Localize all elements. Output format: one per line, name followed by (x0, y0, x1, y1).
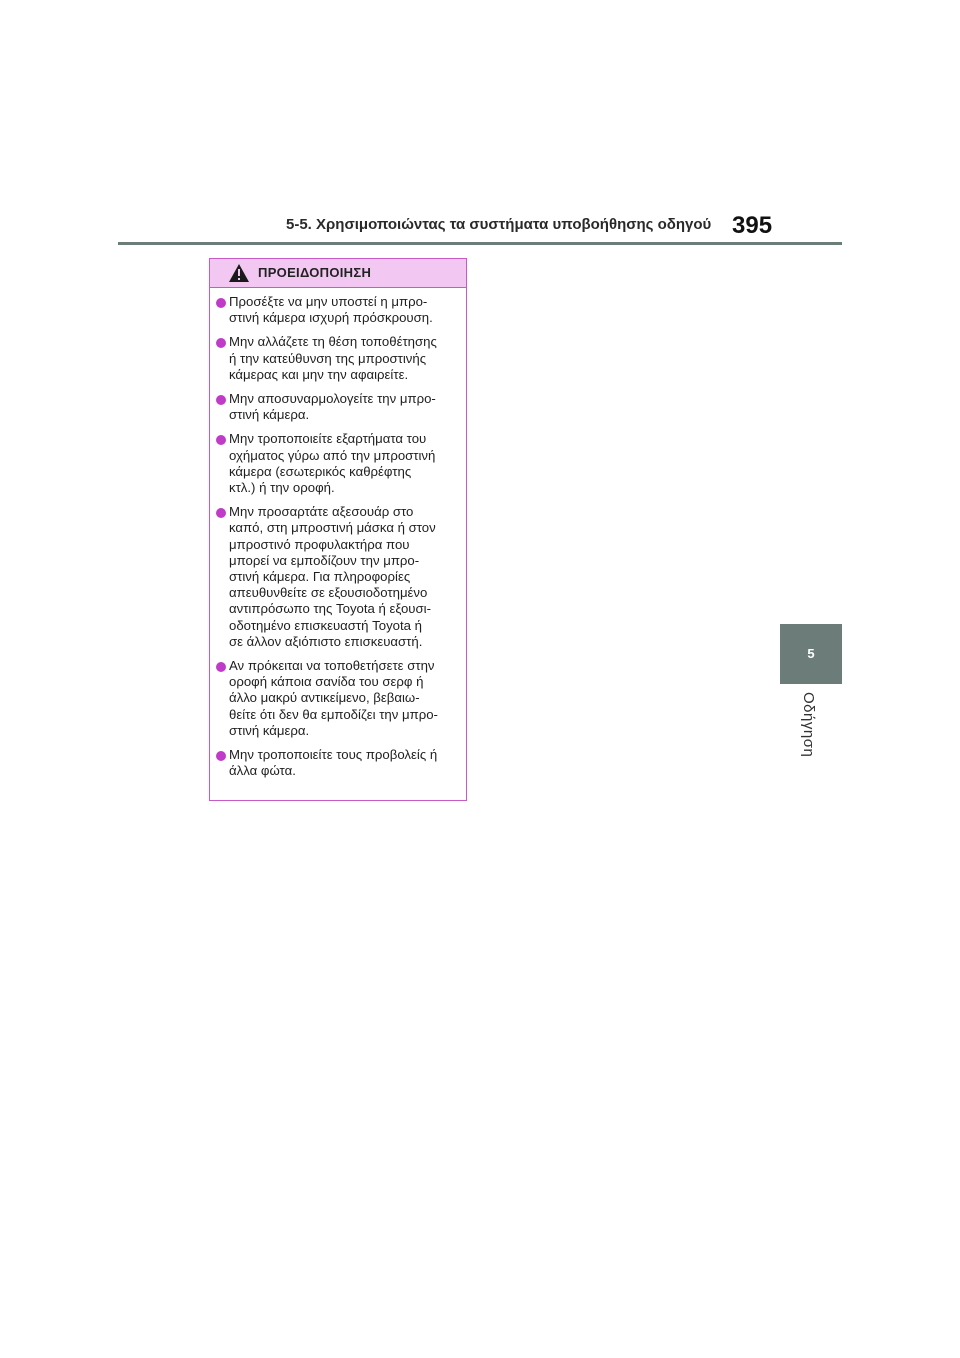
warning-item-line: κτλ.) ή την οροφή. (229, 480, 335, 496)
warning-item-line: Μην τροποποιείτε εξαρτήματα του (229, 431, 427, 447)
bullet-icon (216, 662, 226, 672)
warning-item-text (229, 747, 460, 779)
bullet-icon (216, 751, 226, 761)
warning-triangle-icon (228, 263, 250, 283)
warning-item (210, 747, 466, 779)
warning-item-line: στινή κάμερα. (229, 722, 310, 738)
chapter-number: 5 (807, 646, 815, 661)
warning-item-line: άλλο μακρύ αντικείμενο, βεβαιω- (229, 690, 420, 706)
warning-item-line: οχήματος γύρω από την μπροστινή (229, 447, 436, 463)
warning-item-line: οδοτημένο επισκευαστή Toyota ή (229, 617, 422, 633)
warning-item-text (229, 334, 460, 383)
warning-title: ΠΡΟΕΙΔΟΠΟΙΗΣΗ (258, 265, 372, 280)
warning-item-line: οροφή κάποια σανίδα του σερφ ή (229, 674, 424, 690)
warning-item (210, 294, 466, 326)
warning-item-text (229, 391, 460, 423)
bullet-icon (216, 298, 226, 308)
section-title: 5-5. Χρησιμοποιώντας τα συστήματα υποβοήθησης οδηγού (286, 216, 712, 233)
warning-item-line: ή την κατεύθυνση της μπροστινής (229, 350, 427, 366)
header-rule (118, 242, 842, 245)
warning-item-line: Μην τροποποιείτε τους προβολείς ή (229, 747, 438, 763)
chapter-label: Οδήγηση (800, 692, 817, 758)
warning-item-line: καπό, στη μπροστινή μάσκα ή στον (229, 520, 436, 536)
warning-item-text (229, 431, 460, 496)
warning-item-line: στινή κάμερα ισχυρή πρόσκρουση. (229, 310, 433, 326)
warning-item-line: κάμερα (εσωτερικός καθρέφτης (229, 463, 412, 479)
warning-item-line: αντιπρόσωπο της Toyota ή εξουσι- (229, 601, 431, 617)
page-number: 395 (732, 212, 773, 239)
warning-item-line: θείτε ότι δεν θα εμποδίζει την μπρο- (229, 706, 438, 722)
warning-item-line: Αν πρόκειται να τοποθετήσετε στην (229, 658, 435, 674)
warning-item-line: Προσέξτε να μην υποστεί η μπρο- (229, 294, 428, 309)
bullet-icon (216, 395, 226, 405)
warning-item-line: απευθυνθείτε σε εξουσιοδοτημένο (229, 585, 428, 601)
warning-item (210, 431, 466, 496)
chapter-tab[interactable] (780, 624, 842, 684)
warning-item (210, 658, 466, 739)
warning-item-line: σε άλλον αξιόπιστο επισκευαστή. (229, 633, 423, 649)
warning-item-line: Μην προσαρτάτε αξεσουάρ στο (229, 504, 414, 520)
bullet-icon (216, 508, 226, 518)
warning-item-line: άλλα φώτα. (229, 763, 296, 779)
warning-item-text (229, 658, 460, 739)
bullet-icon (216, 435, 226, 445)
warning-item-text (229, 504, 460, 650)
warning-item-line: στινή κάμερα. Για πληροφορίες (229, 569, 411, 585)
warning-item-line: Μην αποσυναρμολογείτε την μπρο- (229, 391, 436, 407)
warning-item-text (229, 294, 460, 326)
bullet-icon (216, 338, 226, 348)
warning-item-line: κάμερας και μην την αφαιρείτε. (229, 366, 409, 382)
warning-header (210, 259, 466, 288)
warning-item (210, 504, 466, 650)
warning-item (210, 391, 466, 423)
warning-item-line: στινή κάμερα. (229, 407, 310, 423)
warning-box (209, 258, 467, 801)
warning-item-line: Μην αλλάζετε τη θέση τοποθέτησης (229, 334, 437, 350)
warning-item-line: μπορεί να εμποδίζουν την μπρο- (229, 552, 420, 568)
warning-items (210, 288, 466, 779)
warning-item (210, 334, 466, 383)
warning-item-line: μπροστινό προφυλακτήρα που (229, 536, 410, 552)
